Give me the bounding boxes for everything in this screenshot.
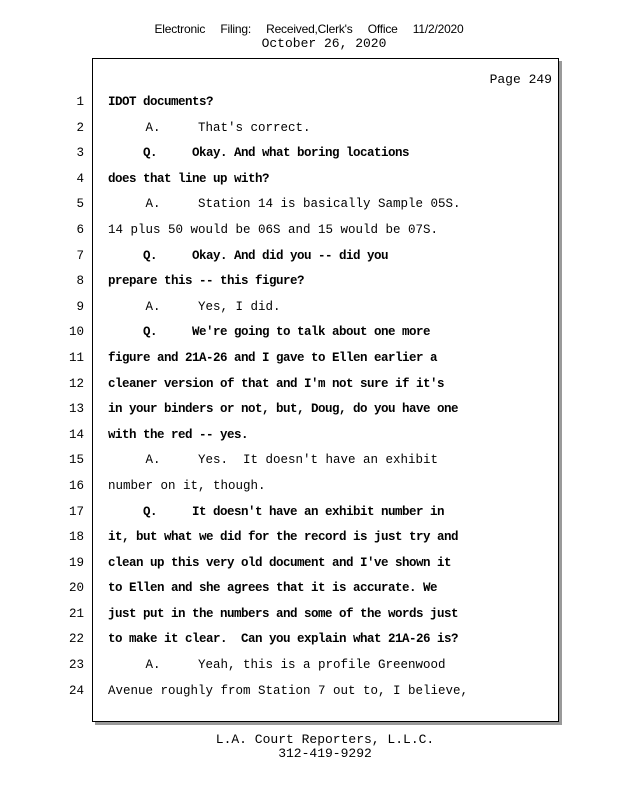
transcript-line: Q. Okay. And what boring locations: [108, 146, 410, 161]
line-number: 2: [76, 120, 84, 135]
line-number: 12: [68, 376, 84, 391]
transcript-line: A. Station 14 is basically Sample 05S.: [108, 197, 461, 212]
filing-received: Received,Clerk's: [266, 22, 353, 36]
line-number: 4: [76, 171, 84, 186]
transcript-line: cleaner version of that and I'm not sure if it's: [108, 376, 445, 391]
line-number: 13: [68, 402, 84, 417]
filing-date: 11/2/2020: [412, 22, 464, 36]
line-number: 21: [68, 606, 84, 621]
filing-electronic: Electronic: [154, 22, 206, 36]
transcript-line: IDOT documents?: [108, 95, 214, 109]
transcript-line: prepare this -- this figure?: [108, 274, 305, 289]
line-number: 20: [68, 581, 84, 596]
transcript-line: with the red -- yes.: [108, 427, 249, 442]
line-number: 8: [76, 274, 84, 289]
line-number: 7: [76, 248, 84, 263]
transcript-line: Q. We're going to talk about one more: [108, 325, 431, 340]
transcript-line: clean up this very old document and I've shown it: [108, 555, 452, 570]
line-number: 10: [68, 325, 84, 340]
line-number: 16: [68, 478, 84, 493]
line-number: 11: [68, 350, 84, 365]
transcript-line: in your binders or not, but, Doug, do you have one: [108, 402, 459, 417]
line-number: 1: [76, 95, 84, 109]
transcript-line: Q. Okay. And did you -- did you: [108, 248, 389, 263]
transcript-line: just put in the numbers and some of the words just: [108, 606, 459, 621]
line-number: 9: [76, 299, 84, 314]
page-number: Page 249: [489, 72, 552, 87]
line-number: 14: [68, 427, 84, 442]
transcript-body: [108, 94, 548, 708]
line-number: 3: [76, 146, 84, 161]
line-number-column: [60, 94, 84, 708]
transcript-line: Q. It doesn't have an exhibit number in: [108, 504, 445, 519]
transcript-line: to make it clear. Can you explain what 21A-26 is?: [108, 632, 459, 647]
line-number: 19: [68, 555, 84, 570]
transcript-line: A. Yes. It doesn't have an exhibit: [108, 453, 439, 468]
filing-stamp: [0, 22, 618, 36]
transcript-line: it, but what we did for the record is just try and: [108, 530, 459, 545]
court-reporter-phone: 312-419-9292: [278, 746, 372, 761]
filing-office: Office: [367, 22, 398, 36]
line-number: 5: [76, 197, 84, 212]
line-number: 24: [68, 683, 84, 698]
transcript-line: A. Yes, I did.: [108, 299, 281, 314]
hearing-date: October 26, 2020: [261, 36, 387, 51]
footer: [0, 733, 618, 761]
transcript-line: 14 plus 50 would be 06S and 15 would be 07S.: [108, 222, 439, 237]
transcript-line: number on it, though.: [108, 478, 266, 493]
line-number: 6: [76, 222, 84, 237]
transcript-line: A. That's correct.: [108, 120, 311, 135]
line-number: 22: [68, 632, 84, 647]
line-number: 18: [68, 530, 84, 545]
line-number: 23: [68, 658, 84, 673]
transcript-line: does that line up with?: [108, 171, 270, 186]
transcript-line: A. Yeah, this is a profile Greenwood: [108, 658, 446, 673]
line-number: 17: [68, 504, 84, 519]
transcript-line: to Ellen and she agrees that it is accurate. We: [108, 581, 438, 596]
transcript-line: figure and 21A-26 and I gave to Ellen earlier a: [108, 350, 438, 365]
transcript-line: Avenue roughly from Station 7 out to, I believe,: [108, 683, 469, 698]
court-reporter-name: L.A. Court Reporters, L.L.C.: [215, 732, 435, 747]
filing-label: Filing:: [220, 22, 251, 36]
line-number: 15: [68, 453, 84, 468]
